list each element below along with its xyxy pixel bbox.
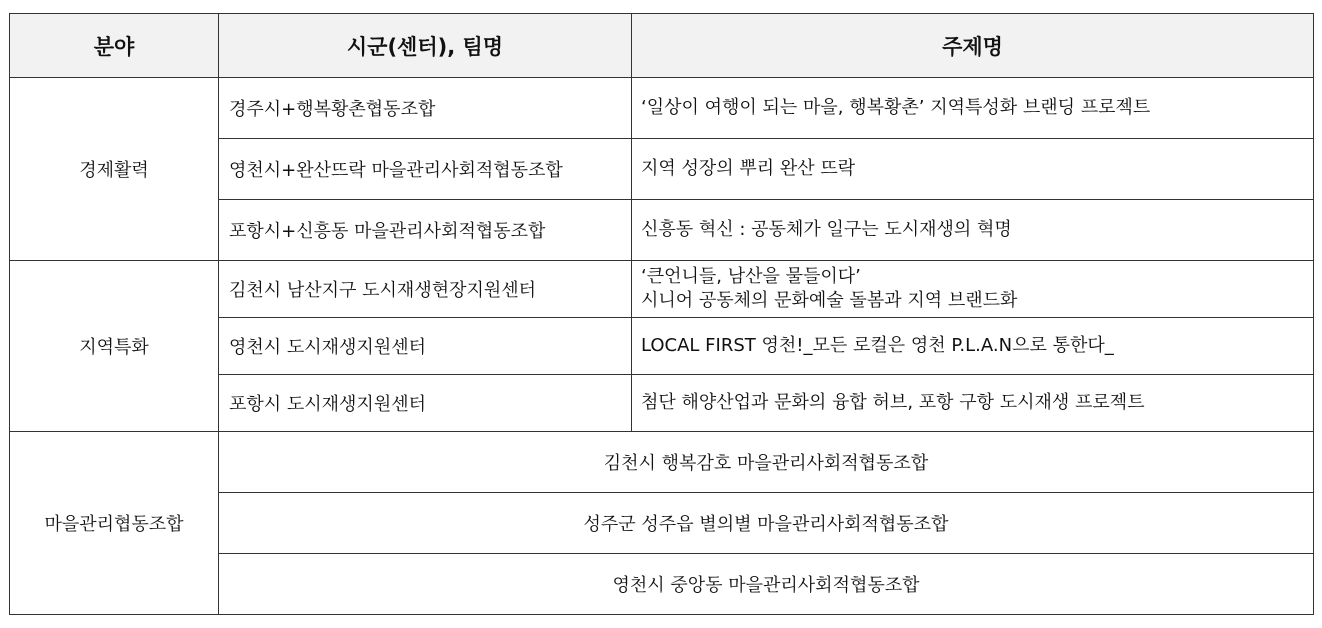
topic-cell [632, 139, 1314, 200]
team-cell: 김천시 남산지구 도시재생현장지원센터 [219, 261, 632, 318]
merged-team-cell: 성주군 성주읍 별의별 마을관리사회적협동조합 [219, 493, 1314, 554]
topic-line: ‘일상이 여행이 되는 마을, 행복황촌’ 지역특성화 브랜딩 프로젝트 [641, 97, 1151, 118]
field-cell: 마을관리협동조합 [10, 432, 219, 615]
topic-cell [632, 78, 1314, 139]
header-topic: 주제명 [632, 14, 1314, 78]
header-team: 시군(센터), 팀명 [219, 14, 632, 78]
merged-team-cell: 김천시 행복감호 마을관리사회적협동조합 [219, 432, 1314, 493]
topic-line: 첨단 해양산업과 문화의 융합 허브, 포항 구항 도시재생 프로젝트 [641, 392, 1145, 413]
topic-cell [632, 261, 1314, 318]
header-field: 분야 [10, 14, 219, 78]
team-cell: 영천시+완산뜨락 마을관리사회적협동조합 [219, 139, 632, 200]
table-row [10, 432, 1314, 493]
team-cell: 포항시+신흥동 마을관리사회적협동조합 [219, 200, 632, 261]
topic-line: 신흥동 혁신 : 공동체가 일구는 도시재생의 혁명 [641, 219, 1012, 240]
team-cell: 포항시 도시재생지원센터 [219, 375, 632, 432]
team-cell: 경주시+행복황촌협동조합 [219, 78, 632, 139]
team-cell: 영천시 도시재생지원센터 [219, 318, 632, 375]
field-cell: 경제활력 [10, 78, 219, 261]
topic-cell [632, 375, 1314, 432]
topic-cell [632, 318, 1314, 375]
merged-team-cell: 영천시 중앙동 마을관리사회적협동조합 [219, 554, 1314, 615]
table-row [10, 261, 1314, 318]
table-row [10, 78, 1314, 139]
topic-line: 시니어 공동체의 문화예술 돌봄과 지역 브랜드화 [641, 290, 1018, 311]
topic-line: 지역 성장의 뿌리 완산 뜨락 [641, 158, 856, 179]
topic-line: LOCAL FIRST 영천!_모든 로컬은 영천 P.L.A.N으로 통한다_ [641, 335, 1114, 356]
topic-cell [632, 200, 1314, 261]
field-cell: 지역특화 [10, 261, 219, 432]
header-row [10, 14, 1314, 78]
award-table [9, 13, 1314, 615]
topic-line: ‘큰언니들, 남산을 물들이다’ [641, 266, 861, 287]
